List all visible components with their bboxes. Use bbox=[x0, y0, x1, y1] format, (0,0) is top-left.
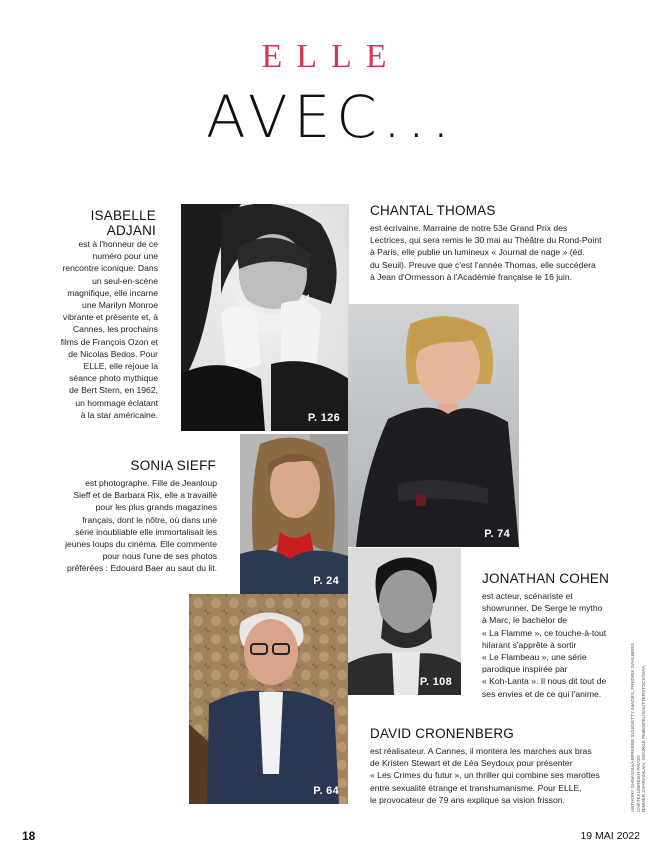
bio-line: rencontre iconique. Dans bbox=[62, 263, 158, 274]
page-reference: P. 126 bbox=[307, 412, 340, 424]
photo-chantal-thomas bbox=[348, 304, 519, 547]
photo-david-cronenberg bbox=[189, 594, 348, 804]
page-reference: P. 64 bbox=[313, 785, 339, 797]
bio-line: préférées : Edouard Baer au saut du lit. bbox=[66, 563, 217, 574]
bio-line: jeunes loups du cinéma. Elle commente bbox=[65, 539, 217, 550]
person-name-jonathan-cohen: JONATHAN COHEN bbox=[482, 571, 610, 586]
photo-sonia-sieff bbox=[240, 434, 348, 594]
bio-line: du Seuil). Preuve que c'est l'année Thomas, elle succédera bbox=[370, 259, 596, 270]
person-name-sonia-sieff: SONIA SIEFF bbox=[130, 458, 216, 473]
bio-line: de Kristen Stewart et de Léa Seydoux pour présenter bbox=[370, 758, 573, 769]
person-bio-cohen bbox=[482, 590, 632, 700]
brand-logo: ELLE bbox=[261, 38, 401, 75]
bio-line: Lectrices, qui sera remis le 30 mai au Théâtre du Rond-Point bbox=[370, 235, 602, 246]
bio-line: showrunner. De Serge le mytho bbox=[482, 603, 603, 614]
page-number: 18 bbox=[22, 829, 36, 843]
person-bio-sieff bbox=[60, 477, 217, 575]
bio-line: films de François Ozon et bbox=[60, 336, 158, 347]
bio-line: hilarant s'apprête à sortir bbox=[482, 639, 577, 650]
person-bio-thomas bbox=[370, 222, 640, 283]
bio-line: série inoubliable elle immortalisait les bbox=[75, 526, 217, 537]
bio-line: le provocateur de 79 ans explique sa vision frisson. bbox=[370, 794, 565, 805]
bio-line: entre sexualité étrange et transhumanisme. Pour ELLE, bbox=[370, 782, 582, 793]
credits-line: NIMHER ZAHRA/HLAIV, GEORGE PIMENTEL/SHUTTERSTOCK/SIPA. bbox=[641, 664, 647, 812]
bio-line: à Marc, le bachelor de bbox=[482, 615, 568, 626]
person-name-david-cronenberg: DAVID CRONENBERG bbox=[370, 726, 514, 741]
bio-line: Sieff et de Barbara Rix, elle a travaillé bbox=[73, 490, 217, 501]
bio-line: est photographe. Fille de Jeanloup bbox=[85, 478, 217, 488]
person-name: ISABELLE bbox=[90, 208, 156, 223]
photo-isabelle-adjani bbox=[181, 204, 349, 431]
bio-line: un hommage éclatant bbox=[75, 397, 158, 408]
bio-line: « La Flamme », ce touche-à-tout bbox=[482, 627, 607, 638]
bio-line: vibrante et présente et, à bbox=[62, 312, 158, 323]
bio-line: pour les plus grands magazines bbox=[95, 502, 217, 513]
bio-line: « Koh-Lanta ». Il nous dit tout de bbox=[482, 676, 607, 687]
bio-line: à la star américaine. bbox=[80, 409, 158, 420]
bio-line: est acteur, scénariste et bbox=[482, 591, 573, 601]
bio-line: une Marilyn Monroe bbox=[82, 300, 158, 311]
page-reference: P. 108 bbox=[419, 676, 452, 688]
bio-line: ses envies et de ce qui l'anime. bbox=[482, 688, 602, 699]
person-bio-cronenberg bbox=[370, 745, 632, 806]
bio-line: de Nicolas Bedos. Pour bbox=[68, 348, 158, 359]
bio-line: un seul-en-scène bbox=[92, 275, 158, 286]
bio-line: Cannes, les prochains bbox=[72, 324, 158, 335]
page-reference: P. 24 bbox=[313, 575, 339, 587]
bio-line: parodique inspirée par bbox=[482, 664, 568, 675]
bio-line: de Bert Stern, en 1962, bbox=[69, 385, 158, 396]
bio-line: à Jean d'Ormesson à l'Académie française le 16 juin. bbox=[370, 271, 572, 282]
bio-line: ELLE, elle rejoue la bbox=[83, 361, 158, 372]
issue-date: 19 MAI 2022 bbox=[580, 830, 640, 842]
bio-line: français, dont le nôtre, où dans une bbox=[82, 514, 217, 525]
person-bio-adjani bbox=[50, 238, 158, 421]
credits-line: ANTHONY GHNASSIA/AB/PIERRE SUU/GETTY IMAGES, FREDRIK DAHLBERG CHÂTEAU/BREIZH PAVOD bbox=[630, 642, 641, 812]
person-adjani bbox=[60, 208, 156, 238]
bio-line: magnifique, elle incarne bbox=[67, 287, 158, 298]
photo-jonathan-cohen bbox=[348, 548, 461, 695]
bio-line: pour nous l'une de ses photos bbox=[102, 551, 217, 562]
page-reference: P. 74 bbox=[484, 528, 510, 540]
bio-line: numéro pour une bbox=[92, 251, 158, 262]
person-name: ADJANI bbox=[106, 223, 156, 238]
bio-line: « Les Crimes du futur », un thriller qui combine ses marottes bbox=[370, 770, 600, 781]
bio-line: séance photo mythique bbox=[69, 373, 158, 384]
bio-line: est écrivaine. Marraine de notre 53e Grand Prix des bbox=[370, 223, 568, 233]
photo-credits bbox=[630, 622, 654, 812]
bio-line: à Paris, elle publie un lumineux « Journal de nage » (éd. bbox=[370, 247, 585, 258]
bio-line: est réalisateur. A Cannes, il montera les marches aux bras bbox=[370, 746, 592, 756]
bio-line: « Le Flambeau », une série bbox=[482, 652, 587, 663]
page-headline: AVEC... bbox=[205, 83, 457, 151]
bio-line: est à l'honneur de ce bbox=[78, 239, 158, 249]
person-name-chantal-thomas: CHANTAL THOMAS bbox=[370, 203, 496, 218]
